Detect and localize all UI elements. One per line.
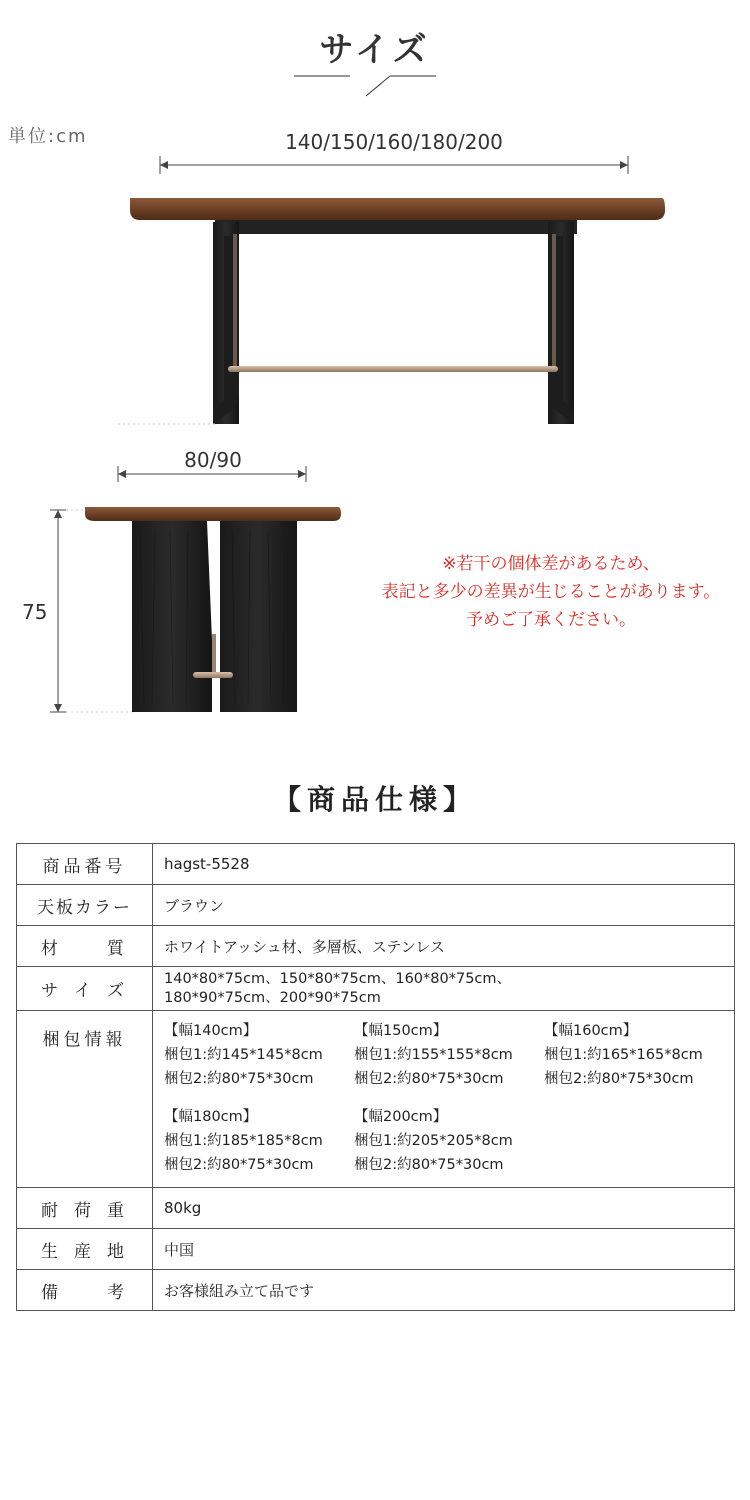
packing-line: 梱包2:約80*75*30cm (164, 1071, 314, 1087)
spec-label-part: 産 (74, 1241, 95, 1262)
spec-value: 中国 (153, 1229, 735, 1270)
spec-row-packing (17, 1011, 735, 1188)
packing-group-160 (544, 1019, 734, 1091)
spec-label-part: 耐 (41, 1200, 62, 1221)
spec-table (16, 843, 735, 1311)
spec-row-origin (17, 1229, 735, 1270)
packing-line: 梱包2:約80*75*30cm (164, 1157, 314, 1173)
spec-label (17, 1270, 153, 1311)
packing-line: 梱包2:約80*75*30cm (544, 1071, 694, 1087)
width-dimension-line (160, 156, 628, 174)
spec-label-part: 地 (107, 1241, 128, 1262)
packing-group-180 (164, 1105, 354, 1177)
packing-line: 梱包1:約205*205*8cm (354, 1133, 513, 1149)
depth-dimension-label: 80/90 (184, 448, 242, 472)
spec-label-part: イ (74, 981, 95, 1001)
spec-label-part: 生 (41, 1241, 62, 1262)
spec-label (17, 1229, 153, 1270)
packing-head: 【幅150cm】 (354, 1023, 448, 1039)
packing-head: 【幅200cm】 (354, 1109, 448, 1125)
packing-line: 梱包1:約155*155*8cm (354, 1047, 513, 1063)
packing-group-200 (354, 1105, 544, 1177)
spec-label-part: サ (41, 981, 62, 1001)
note-line-2: 表記と多少の差異が生じることがあります。 (381, 582, 721, 602)
packing-head: 【幅160cm】 (544, 1023, 638, 1039)
note-line-1: ※若干の個体差があるため、 (442, 554, 660, 574)
variance-note (352, 550, 750, 634)
spec-label-part: 考 (107, 1282, 128, 1303)
spec-row-material (17, 926, 735, 967)
table-front-view (118, 198, 665, 424)
spec-value (153, 967, 735, 1011)
size-line-2: 180*90*75cm、200*90*75cm (164, 989, 381, 1006)
spec-row-color (17, 885, 735, 926)
spec-label-part: 重 (107, 1200, 128, 1221)
spec-row-remarks (17, 1270, 735, 1311)
height-dimension-label: 75 (22, 600, 48, 624)
spec-label (17, 967, 153, 1011)
note-line-3: 予めご了承ください。 (466, 610, 636, 630)
spec-label-part: 荷 (74, 1200, 95, 1221)
spec-value: hagst-5528 (153, 844, 735, 885)
packing-line: 梱包2:約80*75*30cm (354, 1157, 504, 1173)
spec-value: 80kg (153, 1188, 735, 1229)
spec-label (17, 1188, 153, 1229)
spec-label-part: ズ (107, 981, 128, 1001)
packing-line: 梱包1:約185*185*8cm (164, 1133, 323, 1149)
section-title: サイズ (319, 30, 431, 70)
spec-value: ブラウン (153, 885, 735, 926)
packing-group-140 (164, 1019, 354, 1091)
spec-label-part: 質 (107, 938, 128, 959)
packing-head: 【幅180cm】 (164, 1109, 258, 1125)
spec-label-part: 材 (41, 938, 62, 959)
spec-value: お客様組み立て品です (153, 1270, 735, 1311)
spec-value: ホワイトアッシュ材、多層板、ステンレス (153, 926, 735, 967)
packing-line: 梱包1:約145*145*8cm (164, 1047, 323, 1063)
spec-value (153, 1011, 735, 1188)
packing-line: 梱包1:約165*165*8cm (544, 1047, 703, 1063)
size-line-1: 140*80*75cm、150*80*75cm、160*80*75cm、 (164, 970, 512, 987)
spec-label (17, 926, 153, 967)
spec-label-part: 備 (41, 1282, 62, 1303)
spec-label: 商品番号 (17, 844, 153, 885)
spec-label: 梱包情報 (17, 1011, 153, 1188)
width-dimension-label: 140/150/160/180/200 (285, 130, 503, 154)
table-side-view (85, 507, 341, 712)
spec-row-load (17, 1188, 735, 1229)
depth-dimension-line (118, 466, 306, 482)
height-dimension-line (50, 510, 132, 712)
spec-title: 【商品仕様】 (272, 783, 477, 816)
packing-line: 梱包2:約80*75*30cm (354, 1071, 504, 1087)
packing-group-150 (354, 1019, 544, 1091)
spec-row-size (17, 967, 735, 1011)
packing-head: 【幅140cm】 (164, 1023, 258, 1039)
spec-row-product-no (17, 844, 735, 885)
unit-label: 単位:cm (8, 126, 88, 147)
spec-label: 天板カラー (17, 885, 153, 926)
